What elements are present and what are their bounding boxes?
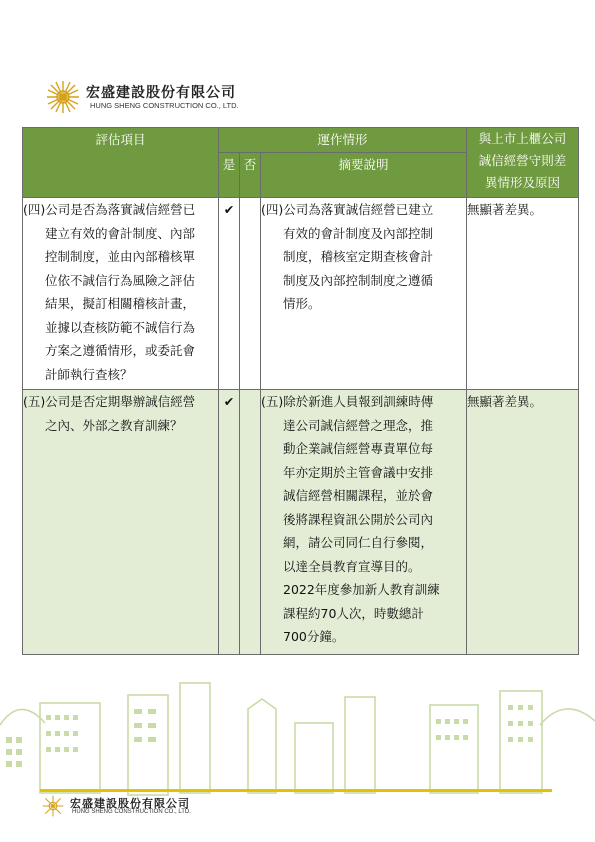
eval-item-line: 建立有效的會計制度、內部: [45, 225, 196, 241]
summary-line: 700分鐘。: [283, 629, 345, 644]
summary-line: 以達全員教育宣導目的。: [283, 558, 421, 574]
header-yes: 是: [219, 153, 240, 198]
no-cell: [240, 390, 261, 655]
sunburst-logo-icon: [42, 795, 64, 817]
summary-line: (四)公司為落實誠信經營已建立: [261, 202, 434, 217]
summary-line: 有效的會計制度及內部控制: [283, 225, 434, 241]
eval-item-line: 位依不誠信行為風險之評估: [45, 272, 196, 288]
eval-item-cell: [23, 390, 219, 655]
eval-item-line: 方案之遵循情形，或委託會: [45, 343, 196, 358]
header-difference: [467, 128, 579, 198]
eval-item-line: 計師執行查核？: [45, 366, 133, 382]
eval-item-line: 結果，擬訂相關稽核計畫，: [45, 296, 196, 311]
eval-item-cell: [23, 198, 219, 390]
table-row: [23, 198, 579, 390]
footer-logo: [42, 795, 242, 819]
eval-item-line: (四)公司是否為落實誠信經營已: [23, 202, 196, 217]
table-row: [23, 390, 579, 655]
summary-line: 後將課程資訊公開於公司內: [283, 511, 434, 527]
checkmark-icon: ✔: [219, 390, 240, 655]
summary-line: (五)除於新進人員報到訓練時傳: [261, 394, 434, 409]
integrity-assessment-table: [22, 127, 579, 655]
header-difference-line: 異情形及原因: [485, 175, 561, 190]
checkmark-icon: ✔: [219, 198, 240, 390]
summary-line: 制度及內部控制制度之遵循: [283, 272, 434, 288]
footer-company-name-en: HUNG SHENG CONSTRUCTION CO., LTD.: [72, 809, 191, 815]
no-cell: [240, 198, 261, 390]
summary-line: 網，請公司同仁自行參閱，: [283, 535, 434, 550]
header-no: 否: [240, 153, 261, 198]
eval-item-line: 控制制度，並由內部稽核單: [45, 249, 196, 264]
header-summary: 摘要說明: [261, 153, 467, 198]
eval-item-line: (五)公司是否定期舉辦誠信經營: [23, 394, 196, 409]
sunburst-logo-icon: [46, 80, 80, 114]
header-company-name-en: HUNG SHENG CONSTRUCTION CO., LTD.: [90, 101, 239, 110]
summary-cell: [261, 390, 467, 655]
header-company-name: 宏盛建設股份有限公司: [86, 85, 236, 101]
summary-line: 2022年度參加新人教育訓練: [283, 582, 440, 597]
header-logo: [46, 80, 296, 114]
difference-cell: 無顯著差異。: [467, 198, 579, 390]
summary-line: 動企業誠信經營專責單位每: [283, 441, 434, 456]
header-eval-item: 評估項目: [23, 128, 219, 198]
summary-line: 年亦定期於主管會議中安排: [283, 464, 434, 480]
header-operation: 運作情形: [219, 128, 467, 153]
summary-line: 制度，稽核室定期查核會計: [283, 249, 434, 264]
summary-line: 達公司誠信經營之理念，推: [283, 417, 434, 433]
header-difference-line: 誠信經營守則差: [478, 153, 567, 168]
summary-cell: [261, 198, 467, 390]
eval-item-line: 並據以查核防範不誠信行為: [45, 319, 196, 335]
difference-cell: 無顯著差異。: [467, 390, 579, 655]
footer-divider: [40, 789, 552, 792]
footer-company-name: 宏盛建設股份有限公司: [70, 797, 190, 810]
eval-item-line: 之內、外部之教育訓練？: [45, 417, 183, 433]
summary-line: 課程約70人次，時數總計: [283, 605, 424, 621]
summary-line: 情形。: [283, 296, 321, 311]
header-difference-line: 與上市上櫃公司: [478, 131, 567, 146]
summary-line: 誠信經營相關課程，並於會: [283, 488, 434, 503]
